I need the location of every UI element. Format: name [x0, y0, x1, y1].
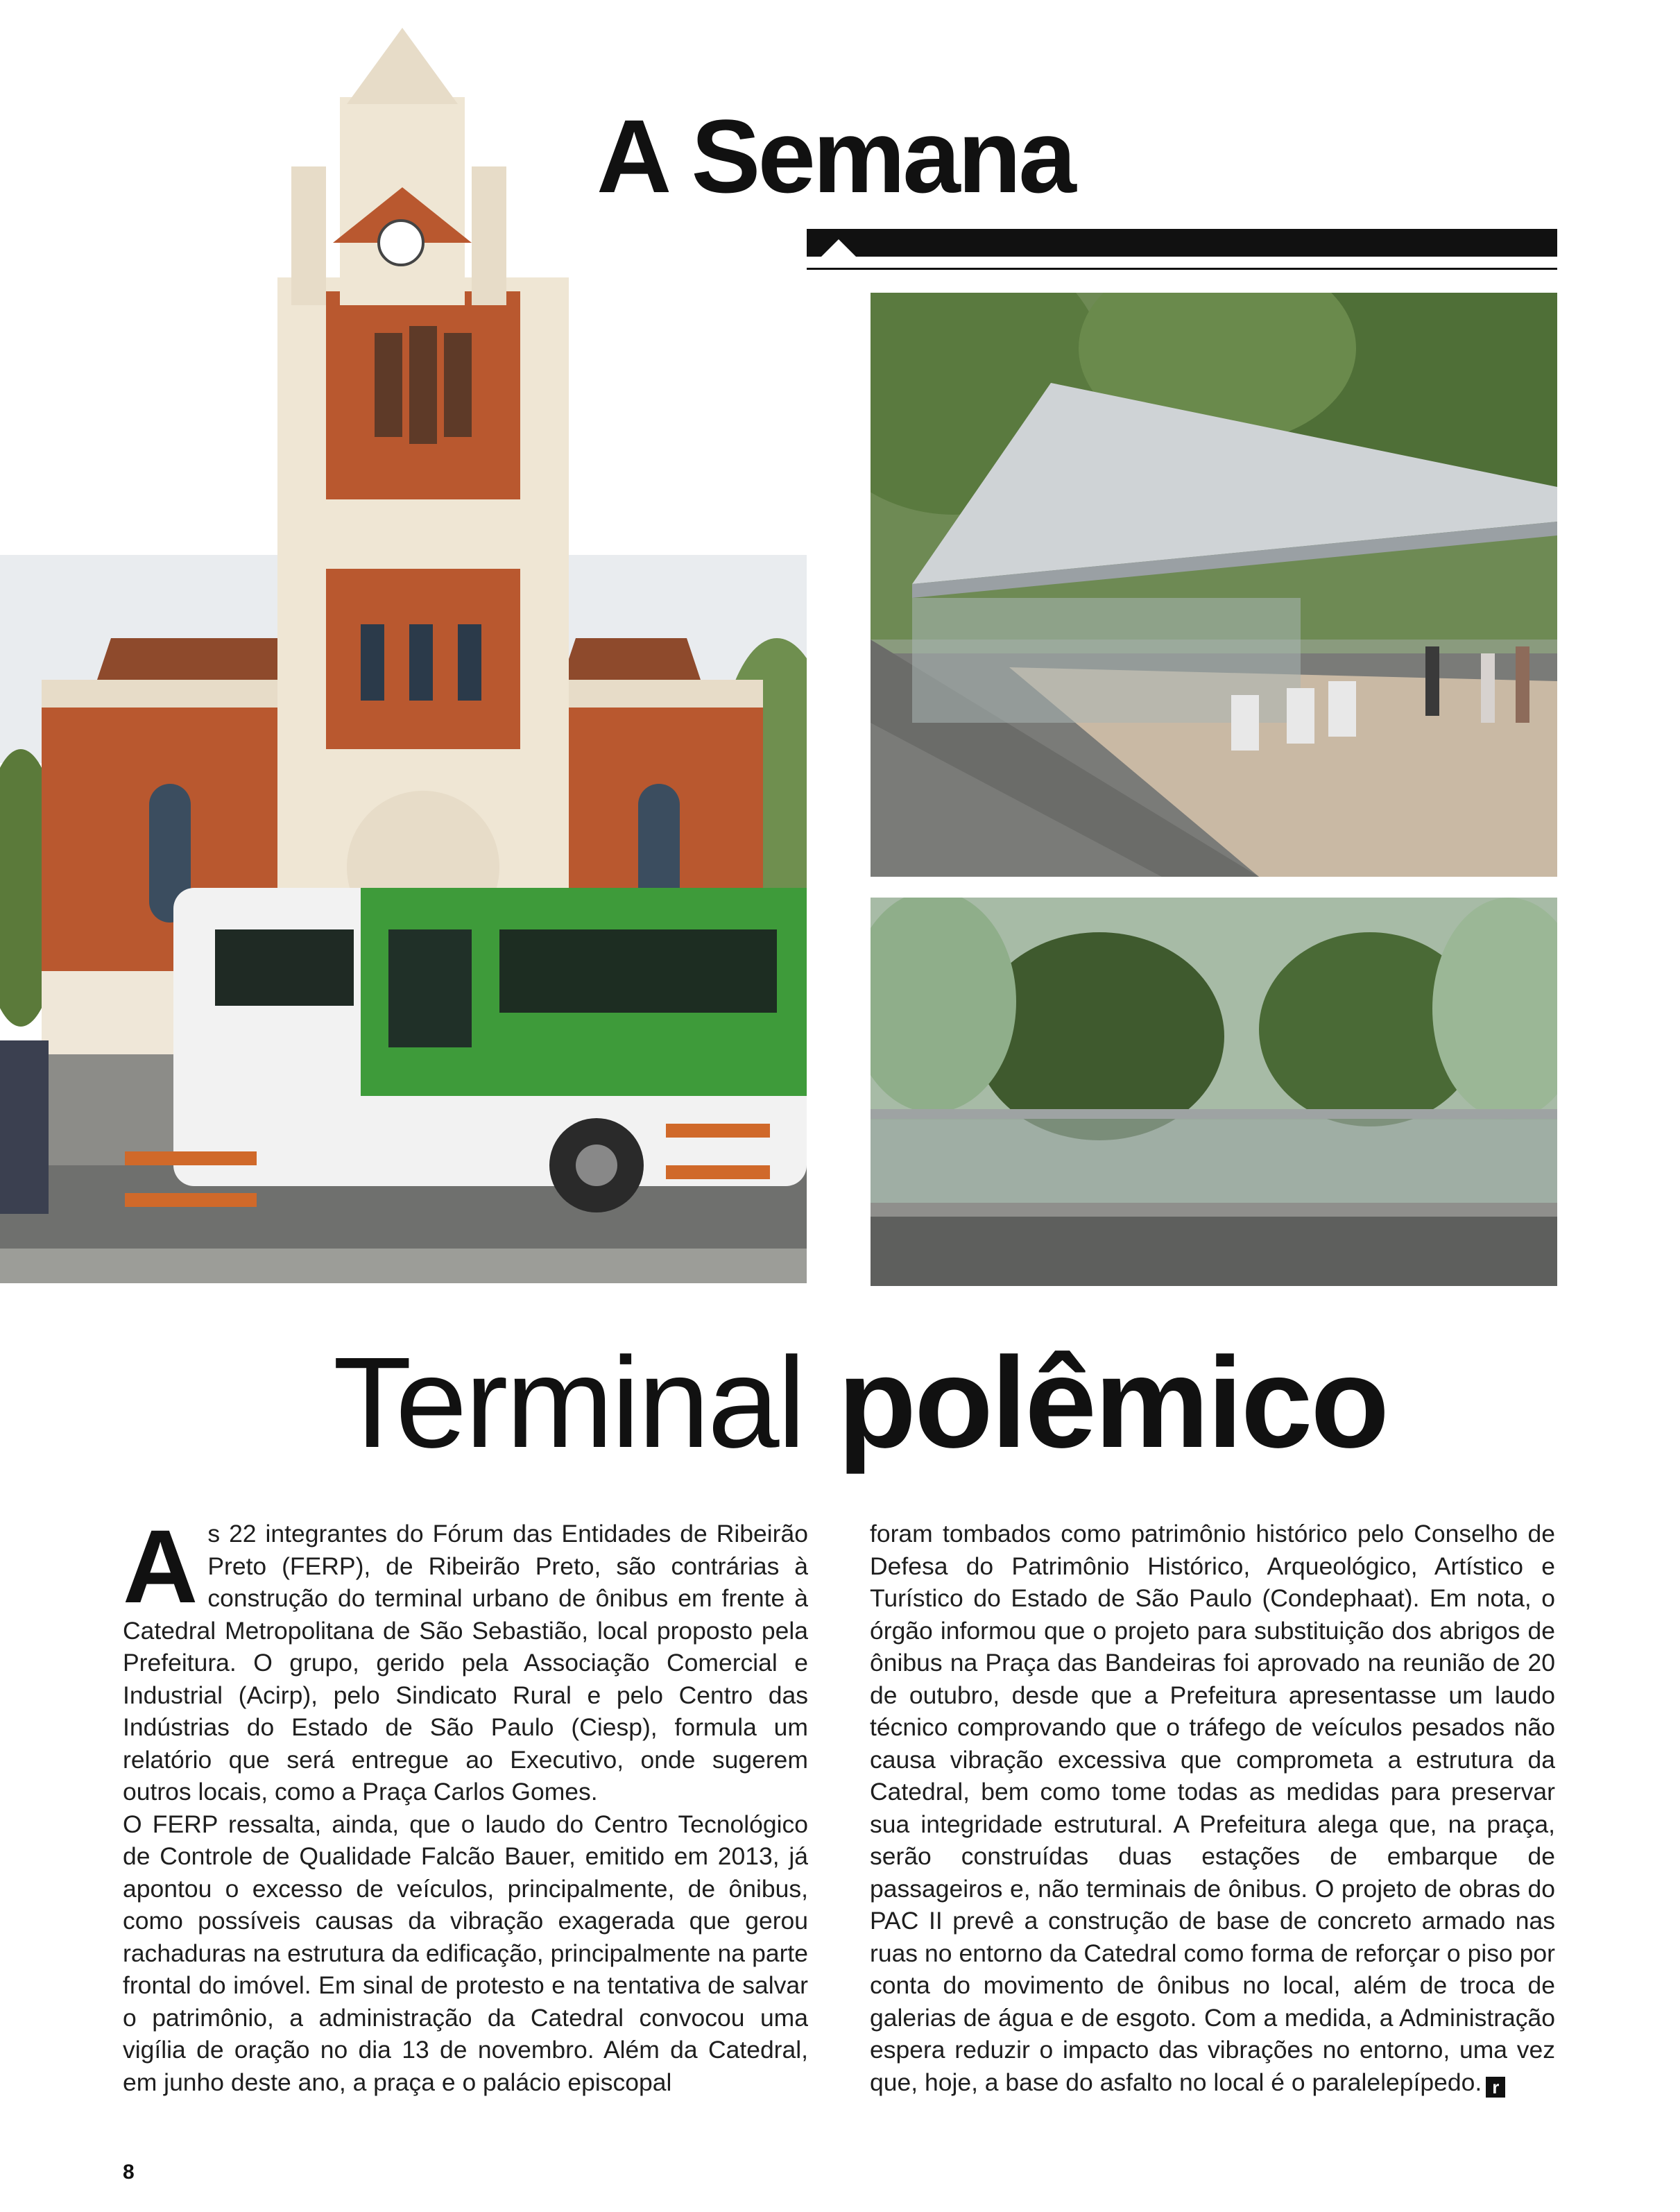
bus-station-render-elevation	[871, 898, 1557, 1286]
header-notch	[821, 239, 857, 257]
paragraph-2: O FERP ressalta, ainda, que o laudo do Centro Tecnológico de Controle de Qualidade Falcão Bauer, emitido em 2013, já apontou o excesso de veículos, principalmente, de ônibus, como possíveis causas da vibração exagerada que gerou rachaduras na estrutura da edificação, principalmente na parte frontal do imóvel. Em sinal de protesto e na tentativa de salvar o patrimônio, a administração da Catedral convocou uma vigília de oração no dia 13 de novembro. Além da Catedral, em junho deste ano, a praça e o palácio episcopal	[123, 1810, 808, 2096]
headline-bold: polêmico	[837, 1331, 1388, 1475]
page-number: 8	[123, 2161, 135, 2184]
article-column-1	[123, 1508, 808, 2098]
paragraph-3	[870, 1518, 1555, 2098]
section-title: A Semana	[597, 98, 1074, 214]
bus-station-render-perspective	[871, 293, 1557, 877]
paragraph-1-text: s 22 integrantes do Fórum das Entidades de Ribeirão Preto (FERP), de Ribeirão Preto, são contrárias à construção do terminal urbano de ônibus em frente à Catedral Metropolitana de São Sebastião, local proposto pela Prefeitura. O grupo, gerido pela Associação Comercial e Industrial (Acirp), pelo Sindicato Rural e pelo Centro das Indústrias do Estado de São Paulo (Ciesp), formula um relatório que será entregue ao Executivo, onde sugerem outros locais, como a Praça Carlos Gomes.	[123, 1520, 808, 1806]
drop-cap: A	[123, 1508, 198, 1624]
end-mark-icon: r	[1486, 2077, 1505, 2098]
article-headline	[333, 1331, 1388, 1475]
headline-light: Terminal	[333, 1331, 804, 1475]
paragraph-3-text: foram tombados como patrimônio histórico pelo Conselho de Defesa do Patrimônio Histórico, Arqueológico, Artístico e Turístico do Estado de São Paulo (Condephaat). Em nota, o órgão informou que o projeto para substituição dos abrigos de ônibus na Praça das Bandeiras foi aprovado na reunião de 20 de outubro, desde que a Prefeitura apresentasse um laudo técnico comprovando que o tráfego de veículos pesados não causa vibração excessiva que comprometa a estrutura da Catedral, bem como tome todas as medidas para preservar sua integridade estrutural. A Prefeitura alega que, na praça, serão construídas duas estações de embarque de passageiros e, não terminais de ônibus. O projeto de obras do PAC II prevê a construção de base de concreto armado nas ruas no entorno da Catedral como forma de reforçar o piso por conta do movimento de ônibus no local, além de troca de galerias de água e de esgoto. Com a medida, a Administração espera reduzir o impacto das vibrações no entorno, uma vez que, hoje, a base do asfalto no local é o paralelepípedo.	[870, 1520, 1555, 2096]
paragraph-1	[123, 1508, 808, 1808]
article-column-2	[870, 1518, 1555, 2098]
